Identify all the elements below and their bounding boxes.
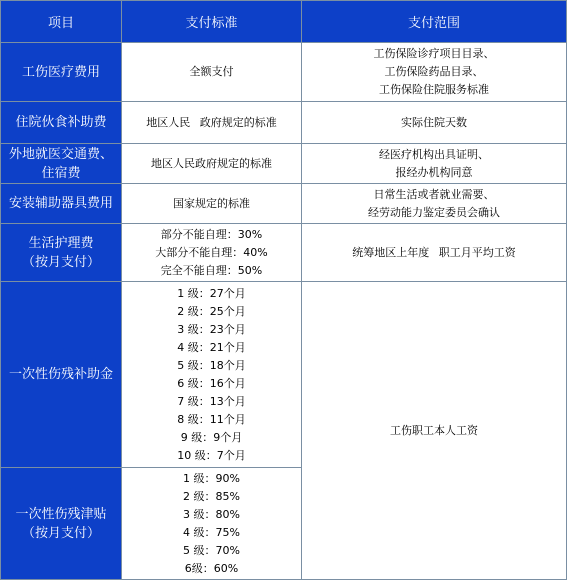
table-row-medical bbox=[1, 43, 567, 102]
range-medical-line: 工伤保险诊疗项目目录、 bbox=[373, 47, 495, 60]
standard-lump-sum-line: 1 级：27个月 bbox=[177, 286, 246, 300]
standard-lump-sum-line: 10 级：7个月 bbox=[177, 448, 246, 462]
row-label-allowance-line: （按月支付） bbox=[21, 525, 100, 541]
standard-nursing bbox=[122, 224, 302, 282]
standard-lump-sum-line: 2 级：25个月 bbox=[177, 304, 246, 318]
standard-lump-sum-line: 8 级：11个月 bbox=[177, 412, 246, 426]
header-item: 项目 bbox=[1, 1, 122, 43]
standard-lump-sum-line: 4 级：21个月 bbox=[177, 340, 246, 354]
standard-allowance-line: 2 级：85% bbox=[183, 489, 240, 503]
standard-nursing-line: 完全不能自理：50% bbox=[160, 263, 263, 277]
row-label-allowance bbox=[1, 468, 122, 580]
range-nursing: 统筹地区上年度 职工月平均工资 bbox=[302, 224, 567, 282]
standard-nursing-line: 大部分不能自理：40% bbox=[155, 245, 268, 259]
header-range: 支付范围 bbox=[302, 1, 567, 43]
standard-lump-sum-line: 9 级：9个月 bbox=[180, 430, 243, 444]
row-label-nursing bbox=[1, 224, 122, 282]
standard-nursing-line: 部分不能自理：30% bbox=[160, 227, 263, 241]
table-row-travel bbox=[1, 144, 567, 184]
standard-allowance bbox=[122, 468, 302, 580]
table-row-nursing bbox=[1, 224, 567, 282]
standard-device: 国家规定的标准 bbox=[122, 184, 302, 224]
range-travel bbox=[302, 144, 567, 184]
standard-allowance-line: 6级：60% bbox=[184, 561, 239, 575]
range-device-line: 经劳动能力鉴定委员会确认 bbox=[368, 205, 500, 219]
header-row bbox=[1, 1, 567, 43]
standard-lump-sum-line: 3 级：23个月 bbox=[177, 322, 246, 336]
table-row-device bbox=[1, 184, 567, 224]
row-label-nursing-line: 生活护理费 bbox=[28, 235, 94, 251]
header-standard: 支付标准 bbox=[122, 1, 302, 43]
table-row-meal bbox=[1, 102, 567, 144]
row-label-lump-sum: 一次性伤残补助金 bbox=[1, 282, 122, 468]
standard-travel: 地区人民政府规定的标准 bbox=[122, 144, 302, 184]
standard-allowance-line: 4 级：75% bbox=[183, 525, 240, 539]
range-medical-line: 工伤保险药品目录、 bbox=[384, 65, 484, 78]
standard-lump-sum bbox=[122, 282, 302, 468]
row-label-travel-line: 住宿费 bbox=[41, 165, 81, 181]
standard-lump-sum-line: 7 级：13个月 bbox=[177, 394, 246, 408]
standard-allowance-line: 5 级：70% bbox=[183, 543, 240, 557]
range-meal: 实际住院天数 bbox=[302, 102, 567, 144]
standard-medical: 全额支付 bbox=[122, 43, 302, 102]
row-label-meal: 住院伙食补助费 bbox=[1, 102, 122, 144]
row-label-travel-line: 外地就医交通费、 bbox=[8, 146, 113, 162]
row-label-travel bbox=[1, 144, 122, 184]
range-device bbox=[302, 184, 567, 224]
range-medical bbox=[302, 43, 567, 102]
range-medical-line: 工伤保险住院服务标准 bbox=[379, 83, 489, 96]
row-label-nursing-line: （按月支付） bbox=[21, 254, 100, 270]
standard-allowance-line: 3 级：80% bbox=[183, 507, 240, 521]
row-label-device: 安装辅助器具费用 bbox=[1, 184, 122, 224]
range-travel-line: 报经办机构同意 bbox=[395, 165, 473, 179]
standard-allowance-line: 1 级：90% bbox=[183, 471, 240, 485]
range-shared-salary: 工伤职工本人工资 bbox=[302, 282, 567, 580]
table-row-lump-sum bbox=[1, 282, 567, 468]
standard-lump-sum-line: 5 级：18个月 bbox=[177, 358, 246, 372]
row-label-allowance-line: 一次性伤残津贴 bbox=[15, 506, 107, 522]
range-device-line: 日常生活或者就业需要、 bbox=[373, 187, 495, 201]
row-label-medical: 工伤医疗费用 bbox=[1, 43, 122, 102]
standard-meal: 地区人民 政府规定的标准 bbox=[122, 102, 302, 144]
standard-lump-sum-line: 6 级：16个月 bbox=[177, 376, 246, 390]
range-travel-line: 经医疗机构出具证明、 bbox=[379, 147, 489, 161]
